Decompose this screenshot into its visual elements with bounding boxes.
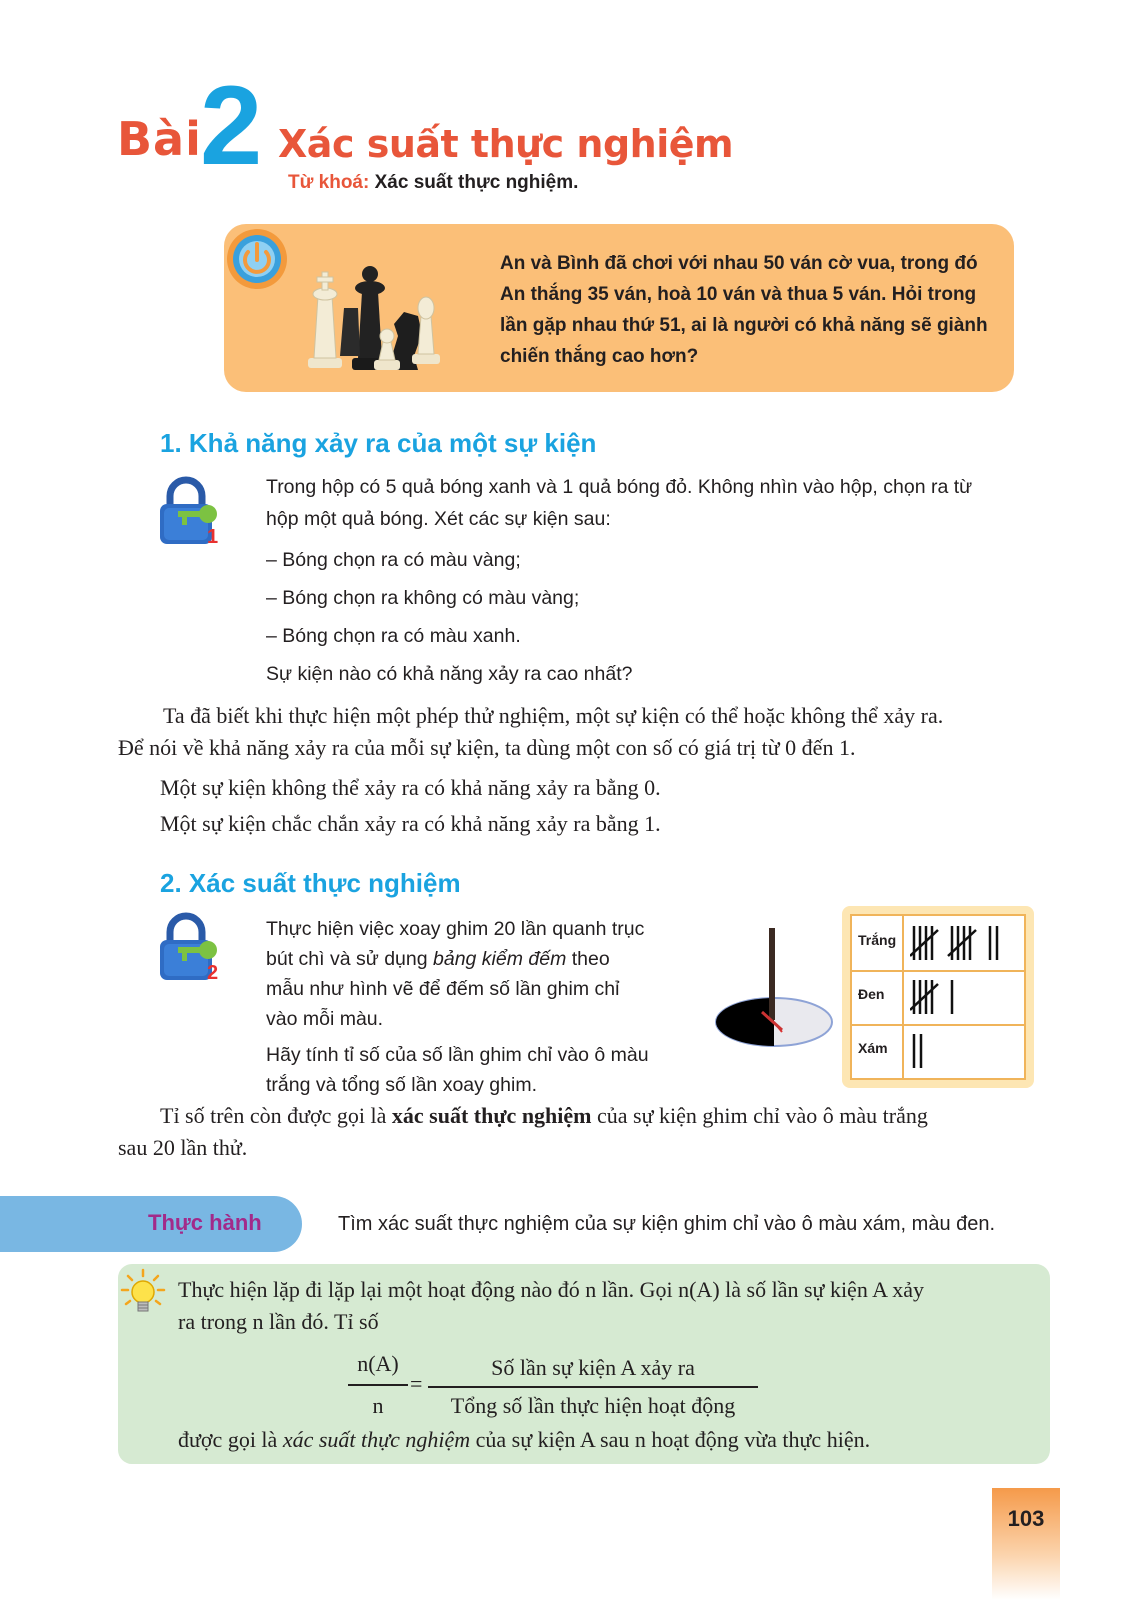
- tally-label: Trắng: [858, 932, 897, 948]
- activity1-line: – Bóng chọn ra có màu vàng;: [266, 549, 521, 571]
- paragraph-line: Một sự kiện chắc chắn xảy ra có khả năng xảy ra bằng 1.: [160, 811, 661, 836]
- activity2-line: mẫu như hình vẽ để đếm số lần ghim chỉ: [266, 978, 620, 1000]
- section2-heading: 2. Xác suất thực nghiệm: [160, 868, 461, 898]
- tally-label: Đen: [858, 986, 885, 1002]
- paragraph-line: Một sự kiện không thể xảy ra có khả năng xảy ra bằng 0.: [160, 775, 661, 800]
- fraction-numerator-left: n(A): [357, 1351, 399, 1376]
- fraction-numerator-right: Số lần sự kiện A xảy ra: [491, 1355, 695, 1380]
- activity2-text: [266, 914, 696, 1100]
- activity1-line: – Bóng chọn ra có màu xanh.: [266, 625, 521, 647]
- activity2-line: Thực hiện việc xoay ghim 20 lần quanh trục: [266, 918, 645, 940]
- tally-row: [852, 970, 1024, 1026]
- conclusion-line: [160, 1100, 928, 1132]
- tally-row: [852, 1024, 1024, 1078]
- activity1-line: hộp một quả bóng. Xét các sự kiện sau:: [266, 508, 611, 530]
- power-icon: [224, 226, 290, 292]
- conclusion-part: của sự kiện ghim chỉ vào ô màu trắng: [591, 1103, 928, 1128]
- tally-label: Xám: [858, 1040, 888, 1056]
- practice-label: Thực hành: [148, 1210, 262, 1235]
- paragraph-line: Ta đã biết khi thực hiện một phép thử nghiệm, một sự kiện có thể hoặc không thể xảy ra.: [163, 703, 944, 728]
- term-italic: xác suất thực nghiệm: [282, 1427, 471, 1452]
- lesson-word: Bài: [117, 112, 202, 166]
- spinner-image: [712, 926, 838, 1056]
- activity-number: 2: [207, 962, 219, 984]
- keywords-value: Xác suất thực nghiệm.: [374, 172, 579, 193]
- chess-pieces-image: [300, 246, 450, 376]
- definition-part: được gọi là: [178, 1427, 283, 1452]
- definition-line: ra trong n lần đó. Tỉ số: [178, 1309, 379, 1334]
- paragraph-line: Để nói về khả năng xảy ra của mỗi sự kiện, ta dùng một con số có giá trị từ 0 đến 1.: [118, 735, 856, 760]
- equals-sign: =: [410, 1371, 423, 1396]
- fraction-denominator-left: n: [372, 1393, 384, 1418]
- practice-text: Tìm xác suất thực nghiệm của sự kiện ghim chỉ vào ô màu xám, màu đen.: [338, 1213, 996, 1235]
- activity2-line-part: bút chì và sử dụng: [266, 948, 433, 970]
- term-bold: xác suất thực nghiệm: [391, 1103, 592, 1128]
- activity-number: 1: [207, 526, 219, 548]
- section1-heading: 1. Khả năng xảy ra của một sự kiện: [160, 428, 597, 458]
- intro-question: An và Bình đã chơi với nhau 50 ván cờ vua, trong đó An thắng 35 ván, hoà 10 ván và thua 5 ván. Hỏi trong lần gặp nhau thứ 51, ai là người có khả năng sẽ giành chiến thắng cao hơn?: [500, 253, 988, 367]
- activity1-line: – Bóng chọn ra không có màu vàng;: [266, 587, 580, 609]
- lesson-title: Xác suất thực nghiệm: [278, 122, 734, 166]
- definition-line: Thực hiện lặp đi lặp lại một hoạt động nào đó n lần. Gọi n(A) là số lần sự kiện A xảy: [178, 1277, 925, 1302]
- keywords: [288, 172, 578, 194]
- activity2-line: [266, 944, 696, 974]
- lesson-number: 2: [200, 63, 263, 188]
- tally-marks: [910, 922, 1020, 964]
- conclusion-line: sau 20 lần thử.: [118, 1135, 248, 1160]
- conclusion-part: Tỉ số trên còn được gọi là: [160, 1103, 392, 1128]
- activity2-line: trắng và tổng số lần xoay ghim.: [266, 1074, 537, 1096]
- definition-part: của sự kiện A sau n hoạt động vừa thực hiện.: [470, 1427, 871, 1452]
- definition-line: [178, 1424, 870, 1456]
- tally-marks: [910, 976, 1020, 1018]
- tally-row: [852, 916, 1024, 972]
- activity1-line: Trong hộp có 5 quả bóng xanh và 1 quả bóng đỏ. Không nhìn vào hộp, chọn ra từ: [266, 476, 973, 498]
- activity2-line: vào mỗi màu.: [266, 1008, 384, 1030]
- tally-table: [850, 914, 1026, 1080]
- activity2-line: Hãy tính tỉ số của số lần ghim chỉ vào ô màu: [266, 1044, 649, 1066]
- lightbulb-icon: [120, 1268, 166, 1320]
- activity1-line: Sự kiện nào có khả năng xảy ra cao nhất?: [266, 663, 633, 685]
- page-number-tab: [992, 1488, 1060, 1600]
- fraction-denominator-right: Tổng số lần thực hiện hoạt động: [450, 1393, 736, 1418]
- activity1-text: [266, 471, 1036, 693]
- page-number: 103: [1007, 1506, 1045, 1531]
- tally-chart-term: bảng kiểm đếm: [433, 948, 567, 970]
- keywords-label: Từ khoá:: [288, 172, 370, 193]
- tally-marks: [910, 1030, 1020, 1072]
- activity2-line-part: theo: [566, 948, 610, 970]
